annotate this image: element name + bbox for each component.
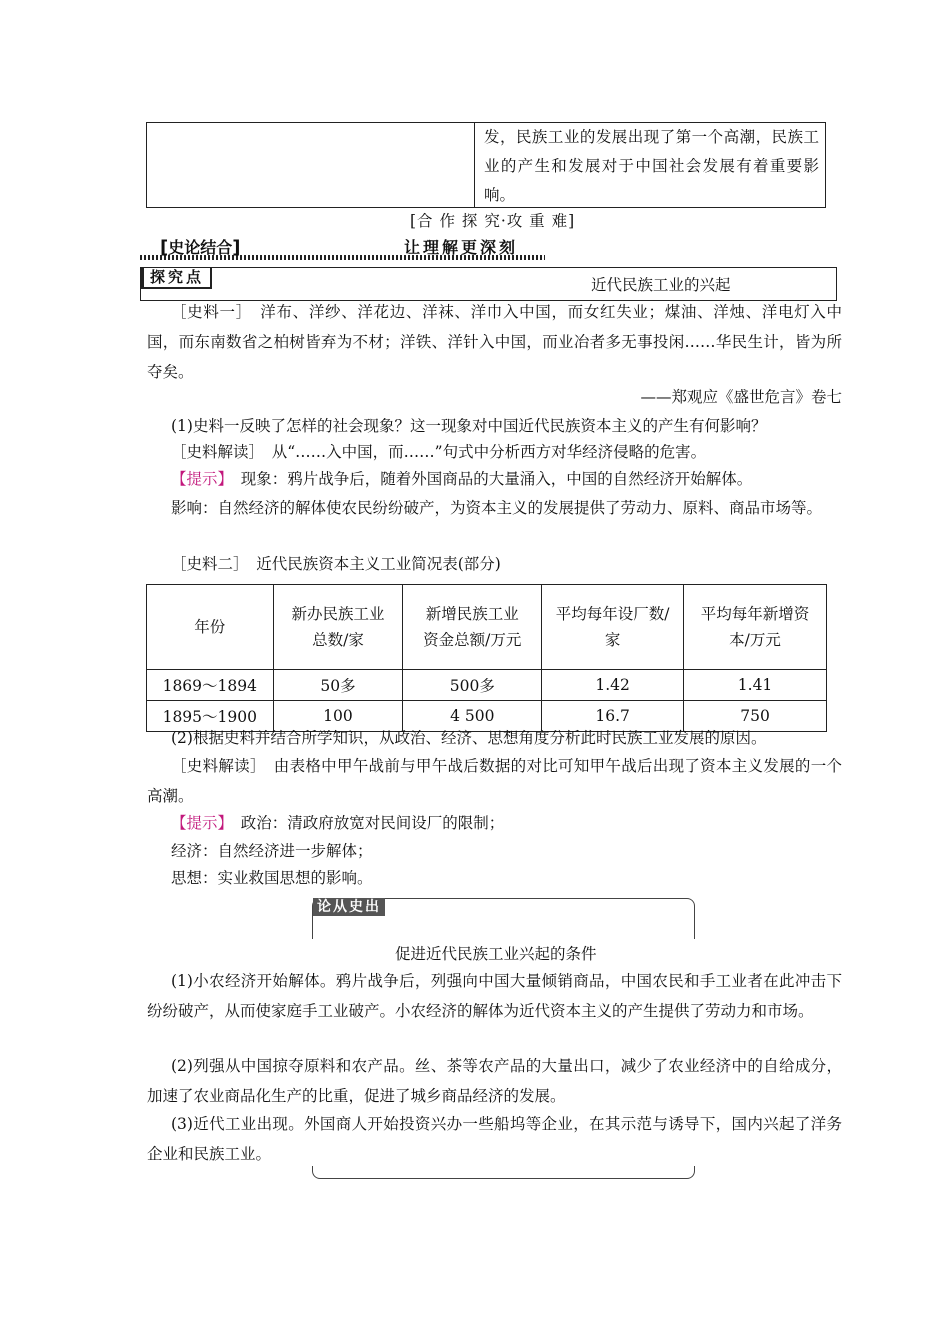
table-header-cell <box>273 585 403 670</box>
industry-data-table <box>146 584 827 732</box>
table-cell: 1.41 <box>684 670 827 701</box>
section-label: [合 作 探 究·攻 重 难] <box>410 212 576 230</box>
table-header-row <box>147 585 827 670</box>
question-two-thought: 思想：实业救国思想的影响。 <box>171 869 373 887</box>
table-cell: 16.7 <box>542 701 684 732</box>
continuation-cell-text: 发，民族工业的发展出现了第一个高潮，民族工业的产生和发展对于中国社会发展有着重要影响。 <box>484 128 819 204</box>
question-one-hint <box>147 464 842 494</box>
table-divider <box>474 123 475 207</box>
table-cell: 1869～1894 <box>147 670 274 701</box>
table-cell: 50多 <box>273 670 403 701</box>
hint-label: 【提示】 <box>171 470 226 488</box>
summary-box-bottom <box>312 1166 695 1179</box>
table-header-text: 平均每年设厂数/家 <box>555 605 670 649</box>
question-one-influence: 影响：自然经济的解体使农民纷纷破产，为资本主义的发展提供了劳动力、原料、商品市场等。 <box>171 499 823 517</box>
hint-text: 现象：鸦片战争后，随着外国商品的大量涌入，中国的自然经济开始解体。 <box>225 470 753 488</box>
table-cell: 100 <box>273 701 403 732</box>
summary-title: 促进近代民族工业兴起的条件 <box>395 945 597 963</box>
explore-tag: 探究点 <box>141 268 212 289</box>
condition-item: (1)小农经济开始解体。鸦片战争后，列强向中国大量倾销商品，中国农民和手工业者在此冲击下纷纷破产，从而使家庭手工业破产。小农经济的解体为近代资本主义的产生提供了劳动力和市场。 <box>147 972 842 1020</box>
material-one-source: ——郑观应《盛世危言》卷七 <box>640 388 842 406</box>
heading-left-text: 史论结合 <box>168 238 233 257</box>
heading-right: 让理解更深刻 <box>404 238 519 257</box>
hint-label: 【提示】 <box>171 814 226 832</box>
material-two-caption: ［史料二］ 近代民族资本主义工业简况表(部分) <box>171 555 501 573</box>
table-header-cell <box>684 585 827 670</box>
hint-text: 政治：清政府放宽对民间设厂的限制； <box>225 814 505 832</box>
summary-box-top <box>312 898 695 939</box>
summary-tag: 论从史出 <box>313 898 385 916</box>
table-cell: 4 500 <box>403 701 542 732</box>
heading-left: [史论结合] <box>160 237 241 258</box>
condition-item: (2)列强从中国掠夺原料和农产品。丝、茶等农产品的大量出口，减少了农业经济中的自给成分，加速了农业商品化生产的比重，促进了城乡商品经济的发展。 <box>147 1057 842 1105</box>
question-two-reading: ［史料解读］ 由表格中甲午战前与甲午战后数据的对比可知甲午战后出现了资本主义发展的一个高潮。 <box>147 757 842 805</box>
heading-strip <box>140 238 545 260</box>
condition-item: (3)近代工业出现。外国商人开始投资兴办一些船坞等企业，在其示范与诱导下，国内兴起了洋务企业和民族工业。 <box>147 1115 842 1163</box>
table-header-cell <box>403 585 542 670</box>
table-header-cell <box>542 585 684 670</box>
table-row <box>147 670 827 701</box>
material-one-text: ［史料一］ 洋布、洋纱、洋花边、洋袜、洋巾入中国，而女红失业；煤油、洋烛、洋电灯入中国，而东南数省之柏树皆弃为不材；洋铁、洋针入中国，而业冶者多无事投闲……华民生计，皆为所夺矣。 <box>147 303 842 381</box>
table-cell: 750 <box>684 701 827 732</box>
table-cell: 1.42 <box>542 670 684 701</box>
question-one: (1)史料一反映了怎样的社会现象？这一现象对中国近代民族资本主义的产生有何影响？ <box>171 417 767 435</box>
table-header-text: 平均每年新增资本/万元 <box>700 605 810 649</box>
question-two: (2)根据史料并结合所学知识，从政治、经济、思想角度分析此时民族工业发展的原因。 <box>171 729 767 747</box>
table-cell: 1895～1900 <box>147 701 274 732</box>
table-cell: 500多 <box>403 670 542 701</box>
table-header-text: 新办民族工业总数/家 <box>291 605 385 649</box>
table-header-cell: 年份 <box>147 585 274 670</box>
table-header-text: 新增民族工业资金总额/万元 <box>423 605 522 649</box>
explore-title: 近代民族工业的兴起 <box>591 276 731 294</box>
question-one-reading: ［史料解读］ 从“……入中国，而……”句式中分析西方对华经济侵略的危害。 <box>171 443 707 461</box>
explore-box <box>140 267 837 301</box>
question-two-hint <box>147 808 842 838</box>
question-two-economy: 经济：自然经济进一步解体； <box>171 842 373 860</box>
continuation-table <box>146 122 826 208</box>
